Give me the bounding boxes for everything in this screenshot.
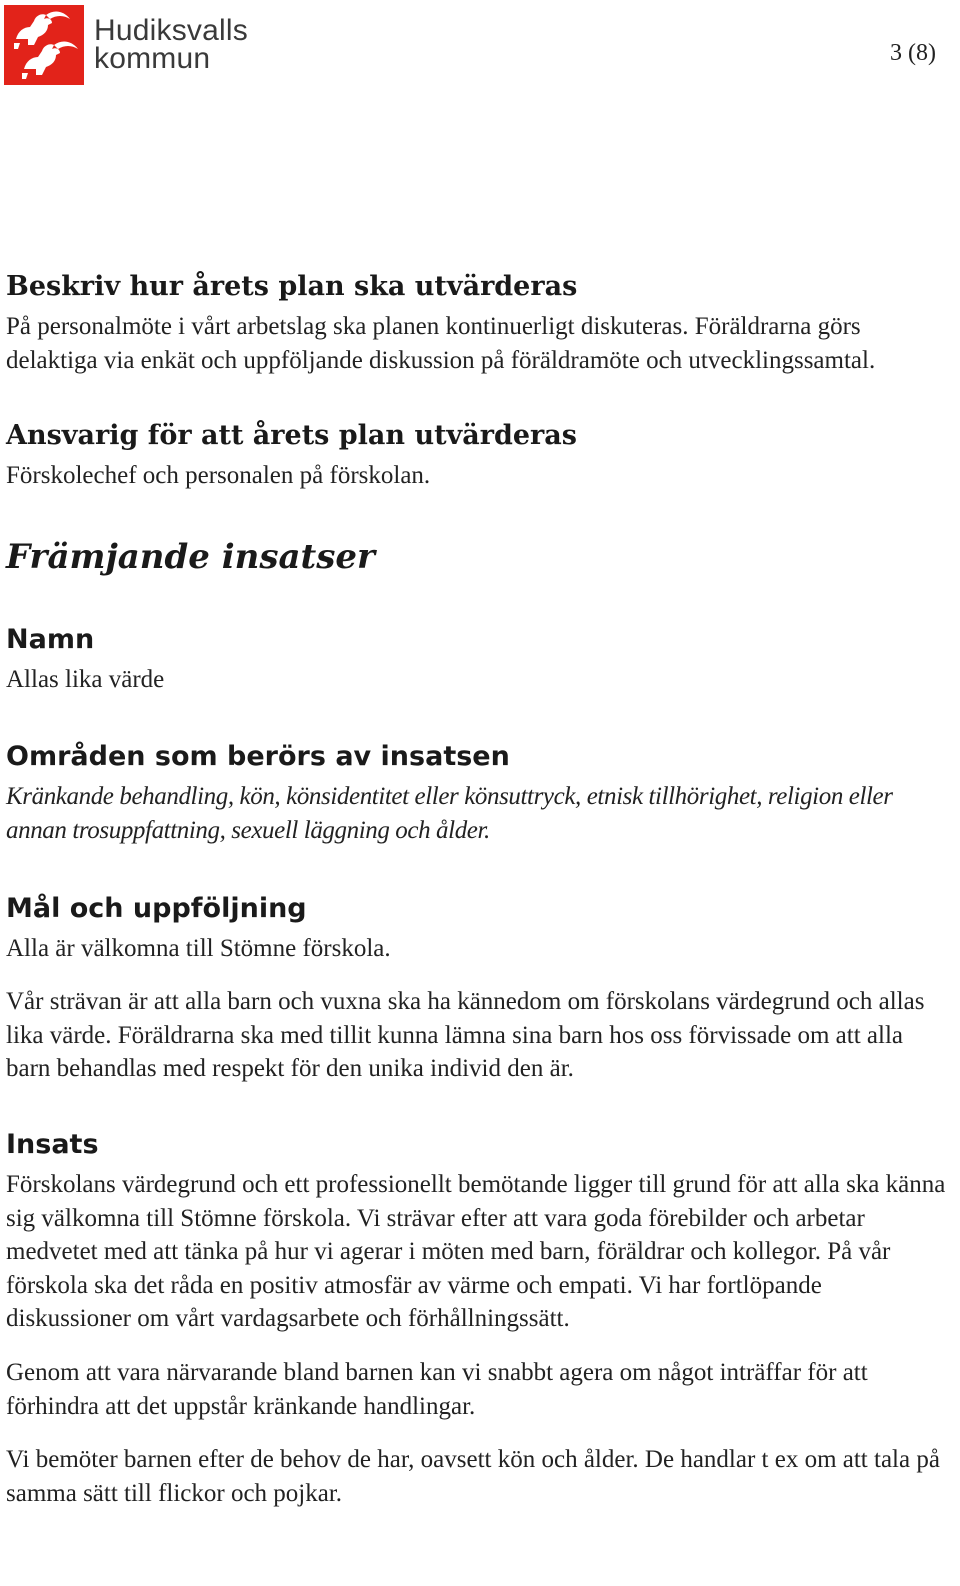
text-insats-1: Förskolans värdegrund och ett professionellt bemötande ligger till grund för att alla ska känna sig välkomna till Stömne förskola. Vi strävar efter att vara goda förebilder och arbetar medvetet med att tänka på hur vi agerar i möten med barn, föräldrar och kollegor. På vår förskola ska det råda en positiv atmosfär av värme och empati. Vi har fortlöpande diskussioner om vårt vardagsarbete och förhållningssätt. bbox=[6, 1170, 946, 1333]
goat-logo-icon bbox=[4, 5, 84, 85]
heading-framjande: Främjande insatser bbox=[6, 536, 375, 577]
text-utvardering: På personalmöte i vårt arbetslag ska planen kontinuerligt diskuteras. Föräldrarna görs delaktiga via enkät och uppföljande diskussion på föräldramöte och utvecklingssamtal. bbox=[6, 313, 876, 374]
logo-line-2: kommun bbox=[94, 42, 211, 75]
page-number: 3 (8) bbox=[890, 40, 936, 66]
text-omraden: Kränkande behandling, kön, könsidentitet eller könsuttryck, etnisk tillhörighet, religion eller annan trosuppfattning, sexuell läggning och ålder. bbox=[6, 783, 893, 844]
logo-wordmark bbox=[94, 14, 248, 75]
document-body bbox=[6, 268, 950, 1510]
heading-namn: Namn bbox=[6, 623, 95, 655]
text-ansvarig: Förskolechef och personalen på förskolan. bbox=[6, 462, 431, 490]
text-mal-2: Vår strävan är att alla barn och vuxna ska ha kännedom om förskolans värdegrund och allas lika värde. Föräldrarna ska med tillit kunna lämna sina barn hos oss förvissade om att alla barn behandlas med respekt för den unika individ den är. bbox=[6, 988, 925, 1083]
text-namn: Allas lika värde bbox=[6, 665, 165, 693]
heading-ansvarig: Ansvarig för att årets plan utvärderas bbox=[6, 420, 577, 452]
text-insats-3: Vi bemöter barnen efter de behov de har, oavsett kön och ålder. De handlar t ex om att tala på samma sätt till flickor och pojkar. bbox=[6, 1446, 940, 1507]
heading-omraden: Områden som berörs av insatsen bbox=[6, 741, 510, 773]
heading-mal: Mål och uppföljning bbox=[6, 892, 307, 924]
municipality-logo bbox=[4, 4, 254, 86]
heading-insats: Insats bbox=[6, 1128, 99, 1160]
text-insats-2: Genom att vara närvarande bland barnen kan vi snabbt agera om något inträffar för att förhindra att det uppstår kränkande handlingar. bbox=[6, 1358, 868, 1420]
logo-line-1: Hudiksvalls bbox=[94, 14, 248, 47]
heading-utvardering: Beskriv hur årets plan ska utvärderas bbox=[6, 271, 578, 302]
text-mal-1: Alla är välkomna till Stömne förskola. bbox=[6, 934, 391, 962]
